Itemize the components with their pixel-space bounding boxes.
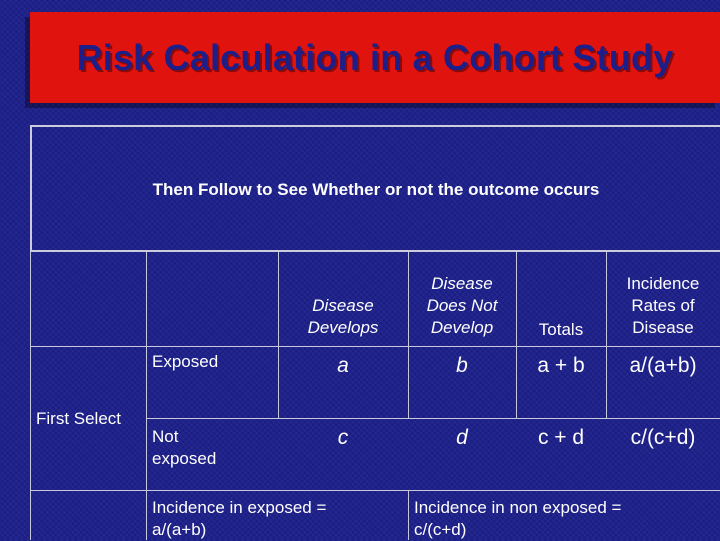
header-line: Develop (430, 318, 494, 337)
header-disease-develops (278, 295, 408, 339)
header-totals: Totals (538, 320, 584, 339)
subtitle-box (30, 125, 720, 252)
footer-line: a/(a+b) (152, 520, 207, 539)
footer-line: c/(c+d) (414, 520, 467, 539)
footer-incidence-exposed (152, 497, 326, 541)
cell-c: c (337, 426, 349, 449)
cell-d: d (456, 426, 468, 449)
header-line: Disease (312, 296, 374, 315)
title-bar (30, 12, 720, 103)
header-line: Disease (632, 318, 694, 337)
row-label-line: Exposed (152, 352, 219, 371)
cell-total-not-exposed: c + d (537, 426, 585, 449)
grid-line (30, 346, 720, 347)
slide-subtitle: Then Follow to See Whether or not the outcome occurs (152, 180, 600, 199)
slide-title: Risk Calculation in a Cohort Study (76, 36, 674, 78)
header-incidence-rates (606, 273, 720, 339)
row-label-exposed (152, 351, 218, 373)
header-line: Incidence (626, 274, 700, 293)
row-label-line: exposed (152, 449, 217, 468)
footer-incidence-non-exposed (414, 497, 621, 541)
footer-line: Incidence in exposed = (152, 498, 327, 517)
first-select-label: First Select (36, 409, 122, 428)
grid-line (30, 252, 31, 540)
header-disease-not-develop (408, 273, 516, 339)
row-label-not-exposed (152, 426, 216, 470)
header-line: Rates of (631, 296, 695, 315)
footer-line: Incidence in non exposed = (414, 498, 622, 517)
cell-total-exposed: a + b (537, 354, 585, 377)
cell-rate-not-exposed: c/(c+d) (630, 426, 696, 449)
grid-line (146, 418, 720, 419)
row-label-line: Not (152, 427, 179, 446)
grid-line (146, 252, 147, 540)
header-line: Develops (307, 318, 379, 337)
cell-b: b (456, 354, 468, 377)
grid-line (408, 490, 409, 540)
cell-a: a (337, 354, 349, 377)
header-line: Does Not (426, 296, 498, 315)
header-line: Disease (431, 274, 493, 293)
cell-rate-exposed: a/(a+b) (629, 354, 697, 377)
grid-line (30, 490, 720, 491)
